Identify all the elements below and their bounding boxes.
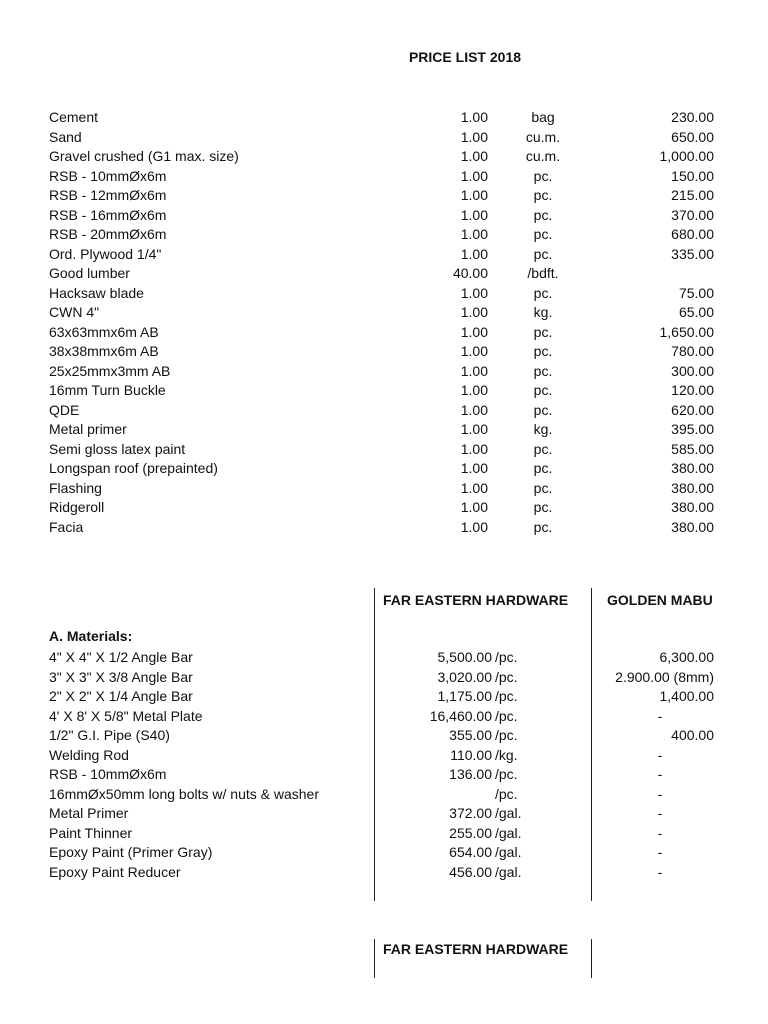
item-unit: pc.: [533, 382, 553, 398]
golden-mabu-price: -: [657, 746, 663, 763]
golden-mabu-price: -: [657, 824, 663, 841]
item-quantity: 1.00: [460, 323, 488, 340]
item-price: 75.00: [678, 284, 714, 301]
material-name: 4' X 8' X 5/8" Metal Plate: [49, 707, 203, 724]
far-eastern-unit: /pc.: [495, 668, 518, 685]
table-row: [0, 479, 768, 499]
materials-section-label: A. Materials:: [49, 628, 133, 644]
item-quantity: 1.00: [460, 401, 488, 418]
table-row: [0, 245, 768, 265]
table-row: [0, 824, 768, 844]
table-row: [0, 765, 768, 785]
item-price: 380.00: [671, 479, 714, 496]
far-eastern-price: 372.00: [449, 805, 492, 821]
item-quantity: 1.00: [460, 128, 488, 145]
item-price: 335.00: [671, 245, 714, 262]
item-quantity: 1.00: [460, 167, 488, 184]
item-price: 650.00: [671, 128, 714, 145]
material-name: 1/2" G.I. Pipe (S40): [49, 727, 170, 743]
item-price: 380.00: [671, 460, 714, 476]
table-row: [0, 206, 768, 226]
item-name: Hacksaw blade: [49, 284, 144, 301]
table-row: [0, 648, 768, 668]
item-name: 63x63mmx6m AB: [49, 323, 159, 340]
golden-mabu-price: 1,400.00: [659, 688, 714, 704]
far-eastern-unit: /pc.: [495, 727, 518, 743]
golden-mabu-price: -: [657, 766, 663, 782]
material-name: Welding Rod: [49, 746, 129, 763]
table-row: [0, 323, 768, 343]
item-quantity: 1.00: [460, 382, 488, 398]
far-eastern-price: 654.00: [449, 844, 492, 860]
material-name: Metal Primer: [49, 805, 129, 821]
table-row: [0, 804, 768, 824]
material-name: 3" X 3" X 3/8 Angle Bar: [49, 668, 193, 685]
material-name: Epoxy Paint (Primer Gray): [49, 844, 213, 860]
far-eastern-price: 255.00: [449, 824, 492, 841]
item-quantity: 1.00: [460, 206, 488, 223]
golden-mabu-price: 2.900.00 (8mm): [615, 668, 714, 685]
far-eastern-unit: /gal.: [495, 805, 522, 821]
item-quantity: 1.00: [460, 284, 488, 301]
item-name: Metal primer: [49, 421, 127, 437]
golden-mabu-price: -: [657, 707, 663, 724]
table-row: [0, 498, 768, 518]
item-unit: pc.: [533, 479, 553, 496]
item-price: 380.00: [671, 518, 714, 535]
item-quantity: 1.00: [460, 109, 488, 125]
table-row: [0, 746, 768, 766]
far-eastern-unit: /gal.: [495, 863, 522, 880]
table-row: [0, 167, 768, 187]
table-row: [0, 863, 768, 883]
item-quantity: 1.00: [460, 440, 488, 457]
item-name: Gravel crushed (G1 max. size): [49, 148, 239, 164]
item-price: 1,650.00: [659, 323, 714, 340]
table-row: [0, 707, 768, 727]
item-price: 585.00: [671, 440, 714, 457]
item-quantity: 1.00: [460, 421, 488, 437]
table-row: [0, 303, 768, 323]
far-eastern-price: 16,460.00: [429, 707, 492, 724]
supplier-header-far-eastern-2: FAR EASTERN HARDWARE: [383, 941, 569, 957]
item-quantity: 1.00: [460, 343, 488, 359]
item-quantity: 1.00: [460, 460, 488, 476]
item-unit: /bdft.: [527, 265, 559, 281]
item-unit: cu.m.: [525, 128, 561, 145]
item-quantity: 1.00: [460, 479, 488, 496]
table-row: [0, 401, 768, 421]
item-unit: kg.: [533, 421, 553, 437]
column-divider-right-2: [591, 939, 592, 978]
item-name: CWN 4": [49, 304, 100, 320]
golden-mabu-price: -: [657, 863, 663, 880]
table-row: [0, 362, 768, 382]
table-row: [0, 381, 768, 401]
table-row: [0, 420, 768, 440]
table-row: [0, 687, 768, 707]
item-unit: kg.: [533, 304, 553, 320]
golden-mabu-price: -: [657, 785, 663, 802]
table-row: [0, 726, 768, 746]
item-price: 120.00: [671, 382, 714, 398]
item-name: Flashing: [49, 479, 102, 496]
far-eastern-price: 5,500.00: [437, 649, 492, 665]
far-eastern-price: 136.00: [449, 766, 492, 782]
item-name: Ridgeroll: [49, 499, 105, 515]
table-row: [0, 785, 768, 805]
material-name: Epoxy Paint Reducer: [49, 863, 181, 880]
page-title: PRICE LIST 2018: [408, 49, 522, 65]
table-row: [0, 843, 768, 863]
item-unit: pc.: [533, 245, 553, 262]
table-row: [0, 668, 768, 688]
item-name: RSB - 20mmØx6m: [49, 226, 167, 242]
item-price: 395.00: [671, 421, 714, 437]
item-name: RSB - 16mmØx6m: [49, 206, 167, 223]
item-quantity: 1.00: [460, 148, 488, 164]
item-unit: pc.: [533, 187, 553, 203]
item-quantity: 1.00: [460, 499, 488, 515]
golden-mabu-price: 6,300.00: [659, 649, 714, 665]
golden-mabu-price: 400.00: [671, 727, 714, 743]
item-price: 230.00: [671, 109, 714, 125]
material-name: Paint Thinner: [49, 824, 133, 841]
far-eastern-unit: /pc.: [495, 766, 518, 782]
item-price: 780.00: [671, 343, 714, 359]
item-price: 65.00: [678, 304, 714, 320]
item-price: 370.00: [671, 206, 714, 223]
table-row: [0, 264, 768, 284]
item-unit: pc.: [533, 167, 553, 184]
far-eastern-price: 1,175.00: [437, 688, 492, 704]
golden-mabu-price: -: [657, 805, 663, 821]
far-eastern-unit: /pc.: [495, 785, 518, 802]
table-row: [0, 284, 768, 304]
material-name: 16mmØx50mm long bolts w/ nuts & washer: [49, 785, 319, 802]
item-unit: cu.m.: [525, 148, 561, 164]
item-unit: pc.: [533, 206, 553, 223]
material-name: RSB - 10mmØx6m: [49, 766, 167, 782]
item-quantity: 1.00: [460, 187, 488, 203]
table-row: [0, 225, 768, 245]
item-name: Good lumber: [49, 265, 130, 281]
item-unit: pc.: [533, 401, 553, 418]
item-price: 620.00: [671, 401, 714, 418]
item-price: 150.00: [671, 167, 714, 184]
far-eastern-unit: /gal.: [495, 824, 522, 841]
item-unit: pc.: [533, 343, 553, 359]
item-name: Facia: [49, 518, 84, 535]
far-eastern-price: 110.00: [450, 746, 492, 763]
item-name: RSB - 10mmØx6m: [49, 167, 167, 184]
item-name: Longspan roof (prepainted): [49, 460, 218, 476]
item-name: 25x25mmx3mm AB: [49, 362, 171, 379]
supplier-header-golden-mabu: GOLDEN MABU: [607, 592, 713, 608]
far-eastern-unit: /kg.: [495, 746, 518, 763]
item-price: 215.00: [671, 187, 714, 203]
item-name: 38x38mmx6m AB: [49, 343, 159, 359]
item-quantity: 1.00: [460, 226, 488, 242]
item-unit: pc.: [533, 499, 553, 515]
item-unit: pc.: [533, 323, 553, 340]
item-unit: pc.: [533, 284, 553, 301]
item-name: Sand: [49, 128, 82, 145]
far-eastern-unit: /gal.: [495, 844, 522, 860]
supplier-header-far-eastern: FAR EASTERN HARDWARE: [383, 592, 569, 608]
table-row: [0, 440, 768, 460]
item-unit: pc.: [533, 460, 553, 476]
item-price: 300.00: [671, 362, 714, 379]
far-eastern-unit: /pc.: [495, 707, 518, 724]
table-row: [0, 518, 768, 538]
item-name: RSB - 12mmØx6m: [49, 187, 167, 203]
item-unit: pc.: [533, 226, 553, 242]
table-row: [0, 147, 768, 167]
table-row: [0, 459, 768, 479]
far-eastern-unit: /pc.: [495, 649, 518, 665]
table-row: [0, 128, 768, 148]
material-name: 2" X 2" X 1/4 Angle Bar: [49, 688, 193, 704]
item-quantity: 40.00: [452, 265, 488, 281]
item-name: Semi gloss latex paint: [49, 440, 186, 457]
table-row: [0, 186, 768, 206]
item-price: 1,000.00: [659, 148, 714, 164]
far-eastern-price: 3,020.00: [437, 668, 492, 685]
item-unit: bag: [531, 109, 555, 125]
table-row: [0, 342, 768, 362]
item-quantity: 1.00: [460, 362, 488, 379]
item-unit: pc.: [533, 440, 553, 457]
material-name: 4" X 4" X 1/2 Angle Bar: [49, 649, 193, 665]
item-unit: pc.: [533, 518, 553, 535]
far-eastern-price: 456.00: [449, 863, 492, 880]
column-divider-left-2: [374, 939, 375, 978]
item-price: 380.00: [671, 499, 714, 515]
far-eastern-unit: /pc.: [495, 688, 518, 704]
item-name: QDE: [49, 401, 80, 418]
table-row: [0, 108, 768, 128]
item-quantity: 1.00: [460, 304, 488, 320]
item-name: 16mm Turn Buckle: [49, 382, 166, 398]
golden-mabu-price: -: [657, 844, 663, 860]
item-quantity: 1.00: [460, 245, 488, 262]
item-name: Cement: [49, 109, 99, 125]
item-quantity: 1.00: [460, 518, 488, 535]
far-eastern-price: 355.00: [449, 727, 492, 743]
item-name: Ord. Plywood 1/4": [49, 245, 162, 262]
item-unit: pc.: [533, 362, 553, 379]
item-price: 680.00: [671, 226, 714, 242]
